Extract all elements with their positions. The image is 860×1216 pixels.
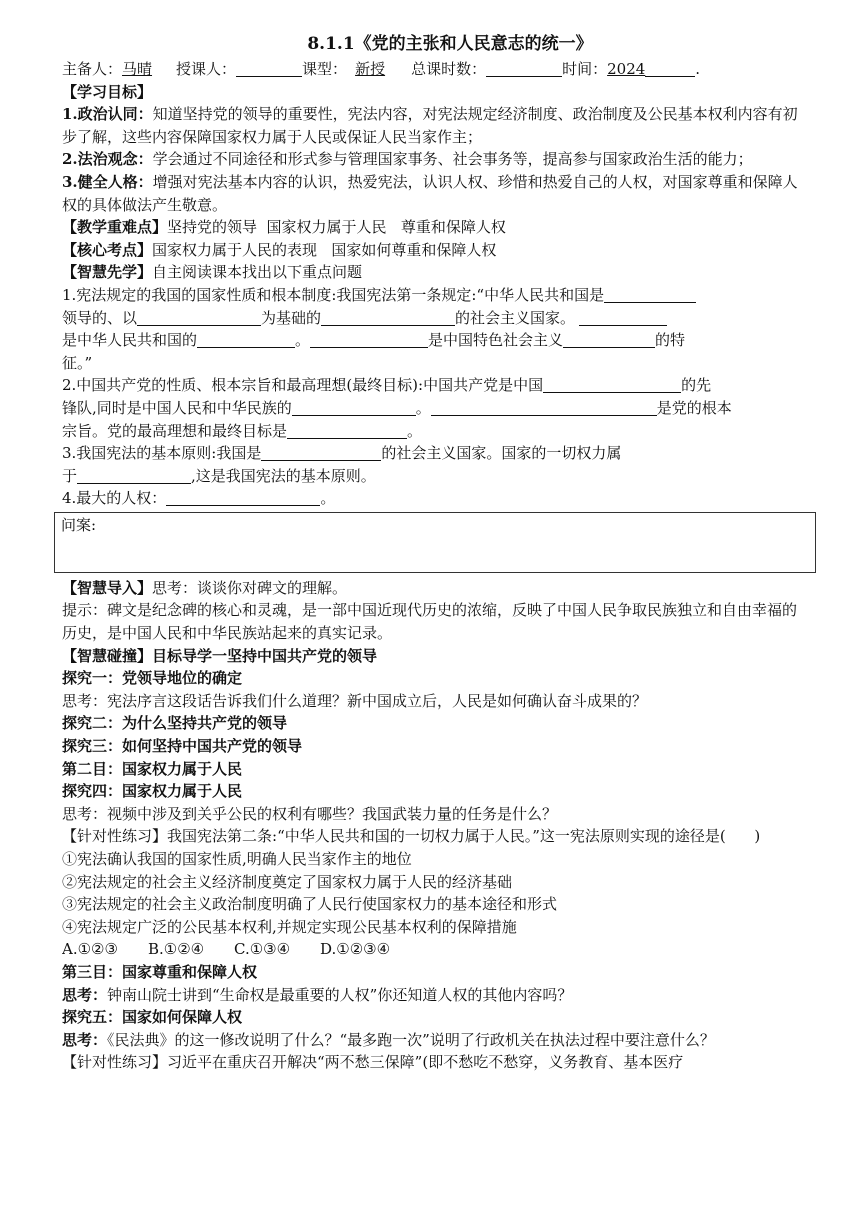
intro-section — [62, 577, 808, 600]
q4-text-a: 4.最大的人权： — [62, 489, 167, 508]
goal-3-think-label: 思考： — [62, 985, 108, 1004]
type-label: 课型： — [302, 60, 348, 78]
practice-1-option-4: ④宪法规定广泛的公民基本权利,并规定实现公民基本权利的保障措施 — [62, 917, 517, 936]
q1-text-a: 1.宪法规定的我国的国家性质和根本制度:我国宪法第一条规定:“中华人民共和国是 — [62, 285, 605, 304]
preparer-label: 主备人： — [62, 60, 123, 78]
q2-blank-4 — [287, 422, 407, 439]
practice-1-option-2: ②宪法规定的社会主义经济制度奠定了国家权力属于人民的经济基础 — [62, 872, 513, 891]
q1-blank-3 — [321, 309, 455, 326]
explore-label: 【智慧碰撞】 — [62, 646, 153, 665]
intro-text: 思考：谈谈你对碑文的理解。 — [152, 578, 348, 597]
q2-text-f: 宗旨。党的最高理想和最终目标是 — [62, 421, 288, 440]
q2-blank-3 — [431, 399, 657, 416]
goal-2-heading: 第二目：国家权力属于人民 — [62, 759, 243, 778]
explore-5-think-text: 《民法典》的这一修改说明了什么？“最多跑一次”说明了行政机关在执法过程中要注意什么？ — [107, 1030, 715, 1049]
preview-q1-line4: 征。” — [62, 353, 93, 372]
q1-blank-2 — [137, 309, 261, 326]
time-blank — [645, 60, 695, 77]
preview-q1-line1 — [62, 284, 808, 307]
choice-c[interactable]: C.①③④ — [234, 940, 291, 959]
q1-blank-4 — [579, 309, 667, 326]
preview-text: 自主阅读课本找出以下重点问题 — [152, 263, 363, 282]
goal-1-label: 1.政治认同： — [62, 105, 153, 124]
question-answer-box[interactable] — [54, 512, 816, 573]
intro-label: 【智慧导入】 — [62, 578, 153, 597]
choice-b[interactable]: B.①②④ — [148, 940, 205, 959]
core-points — [62, 239, 808, 262]
practice-2-text: 习近平在重庆召开解决“两不愁三保障”(即不愁吃不愁穿，义务教育、基本医疗 — [167, 1053, 684, 1072]
practice-1-label: 【针对性练习】 — [62, 827, 168, 846]
practice-1-option-3: ③宪法规定的社会主义政治制度明确了人民行使国家权力的基本途径和形式 — [62, 895, 558, 914]
goal-2-text: 学会通过不同途径和形式参与管理国家事务、社会事务等，提高参与国家政治生活的能力； — [152, 150, 753, 169]
q2-text-e: 是党的根本 — [656, 398, 732, 417]
q3-blank-1 — [261, 444, 381, 461]
preview-q2-line2 — [62, 397, 808, 420]
meta-row: 主备人：马晴 授课人： 课型： 新授 总课时数： 时间：2024 . — [62, 58, 808, 81]
q2-text-c: 锋队,同时是中国人民和中华民族的 — [62, 398, 292, 417]
explore-4-think: 思考：视频中涉及到关乎公民的权利有哪些？我国武装力量的任务是什么？ — [62, 804, 558, 823]
preview-q3-line1 — [62, 442, 808, 465]
explore-5-think — [62, 1029, 808, 1052]
preview-q1-line2 — [62, 307, 808, 330]
choice-a[interactable]: A.①②③ — [62, 940, 118, 959]
practice-1 — [62, 825, 808, 848]
hours-label: 总课时数： — [411, 60, 487, 78]
practice-1-option-1: ①宪法确认我国的国家性质,明确人民当家作主的地位 — [62, 850, 412, 868]
q2-text-b: 的先 — [681, 376, 712, 395]
goal-1-heading: 目标导学一坚持中国共产党的领导 — [152, 646, 378, 665]
goal-2 — [62, 148, 808, 171]
page-title: 8.1.1《党的主张和人民意志的统一》 — [307, 34, 593, 54]
choice-d[interactable]: D.①②③④ — [320, 940, 391, 959]
preview-q3-line2 — [62, 465, 808, 488]
explore-5-think-label: 思考： — [62, 1030, 108, 1049]
q1-text-g: 是中国特色社会主义 — [428, 331, 564, 350]
goals-header: 【学习目标】 — [62, 82, 153, 101]
question-box-label: 问案: — [61, 515, 97, 534]
q3-text-d: ,这是我国宪法的基本原则。 — [191, 466, 376, 485]
key-points-label: 【教学重难点】 — [62, 218, 168, 237]
q3-text-b: 的社会主义国家。国家的一切权力属 — [381, 444, 622, 463]
key-points-text: 坚持党的领导 国家权力属于人民 尊重和保障人权 — [167, 218, 506, 237]
worksheet-page — [62, 30, 808, 1074]
goal-1 — [62, 103, 808, 148]
q2-text-d: 。 — [415, 398, 431, 417]
q1-blank-6 — [310, 331, 428, 348]
q4-blank — [166, 489, 320, 506]
q1-text-b: 领导的、以 — [62, 308, 138, 327]
q1-blank-1 — [604, 286, 696, 303]
q1-text-h: 的特 — [655, 331, 686, 350]
preview-label: 【智慧先学】 — [62, 263, 153, 282]
q2-blank-2 — [292, 399, 416, 416]
goal-3-label: 3.健全人格： — [62, 172, 153, 191]
preview-q2-line1 — [62, 374, 808, 397]
hours-blank — [486, 60, 562, 77]
preview-q2-line3 — [62, 420, 808, 443]
time-value: 2024 — [607, 60, 646, 78]
explore-5-heading: 探究五：国家如何保障人权 — [62, 1008, 243, 1027]
goal-3-heading: 第三目：国家尊重和保障人权 — [62, 962, 258, 981]
teacher-label: 授课人： — [176, 60, 237, 78]
teacher-blank — [236, 60, 302, 77]
q1-text-e: 是中华人民共和国的 — [62, 331, 198, 350]
q2-text-a: 2.中国共产党的性质、根本宗旨和最高理想(最终目标):中国共产党是中国 — [62, 376, 544, 395]
key-points — [62, 216, 808, 239]
q1-blank-5 — [197, 331, 295, 348]
practice-1-choices — [62, 938, 808, 961]
goal-1-text: 知道坚持党的领导的重要性，宪法内容，对宪法规定经济制度、政治制度及公民基本权利内容有初步了解，这些内容保障国家权力属于人民或保证人民当家作主； — [62, 105, 798, 146]
practice-2 — [62, 1051, 808, 1074]
preview-q4 — [62, 487, 808, 510]
q2-text-g: 。 — [407, 421, 423, 440]
explore-section — [62, 645, 808, 668]
preview-q1-line3 — [62, 329, 808, 352]
preparer-value: 马晴 — [122, 60, 153, 78]
goal-3-think — [62, 984, 808, 1007]
preview-section — [62, 261, 808, 284]
goal-3-text: 增强对宪法基本内容的认识，热爱宪法，认识人权、珍惜和热爱自己的人权，对国家尊重和保障人权的具体做法产生敬意。 — [62, 172, 798, 214]
type-value: 新授 — [355, 60, 386, 78]
goal-3 — [62, 171, 808, 216]
explore-1-heading: 探究一：党领导地位的确定 — [62, 669, 243, 688]
core-label: 【核心考点】 — [62, 240, 153, 259]
explore-1-think: 思考：宪法序言这段话告诉我们什么道理？新中国成立后，人民是如何确认奋斗成果的？ — [62, 691, 648, 710]
time-label: 时间： — [562, 60, 608, 78]
q4-text-b: 。 — [320, 489, 336, 508]
goal-2-label: 2.法治观念： — [62, 150, 153, 169]
q1-text-c: 为基础的 — [261, 308, 322, 327]
goal-3-think-text: 钟南山院士讲到“生命权是最重要的人权”你还知道人权的其他内容吗？ — [107, 985, 573, 1004]
q1-text-f: 。 — [295, 331, 311, 350]
intro-hint: 提示：碑文是纪念碑的核心和灵魂，是一部中国近现代历史的浓缩，反映了中国人民争取民族独立和自由幸福的历史，是中国人民和中华民族站起来的真实记录。 — [62, 601, 798, 643]
explore-2-heading: 探究二：为什么坚持共产党的领导 — [62, 714, 288, 733]
q3-text-a: 3.我国宪法的基本原则:我国是 — [62, 444, 262, 463]
q3-blank-2 — [77, 467, 191, 484]
explore-4-heading: 探究四：国家权力属于人民 — [62, 782, 243, 801]
explore-3-heading: 探究三：如何坚持中国共产党的领导 — [62, 737, 303, 756]
practice-2-label: 【针对性练习】 — [62, 1053, 168, 1072]
q3-text-c: 于 — [62, 466, 78, 485]
q1-text-d: 的社会主义国家。 — [455, 308, 576, 327]
core-text: 国家权力属于人民的表现 国家如何尊重和保障人权 — [152, 240, 497, 259]
q2-blank-1 — [543, 376, 681, 393]
practice-1-text: 我国宪法第二条:“中华人民共和国的一切权力属于人民。”这一宪法原则实现的途径是( ) — [167, 827, 761, 846]
q1-blank-7 — [563, 331, 655, 348]
